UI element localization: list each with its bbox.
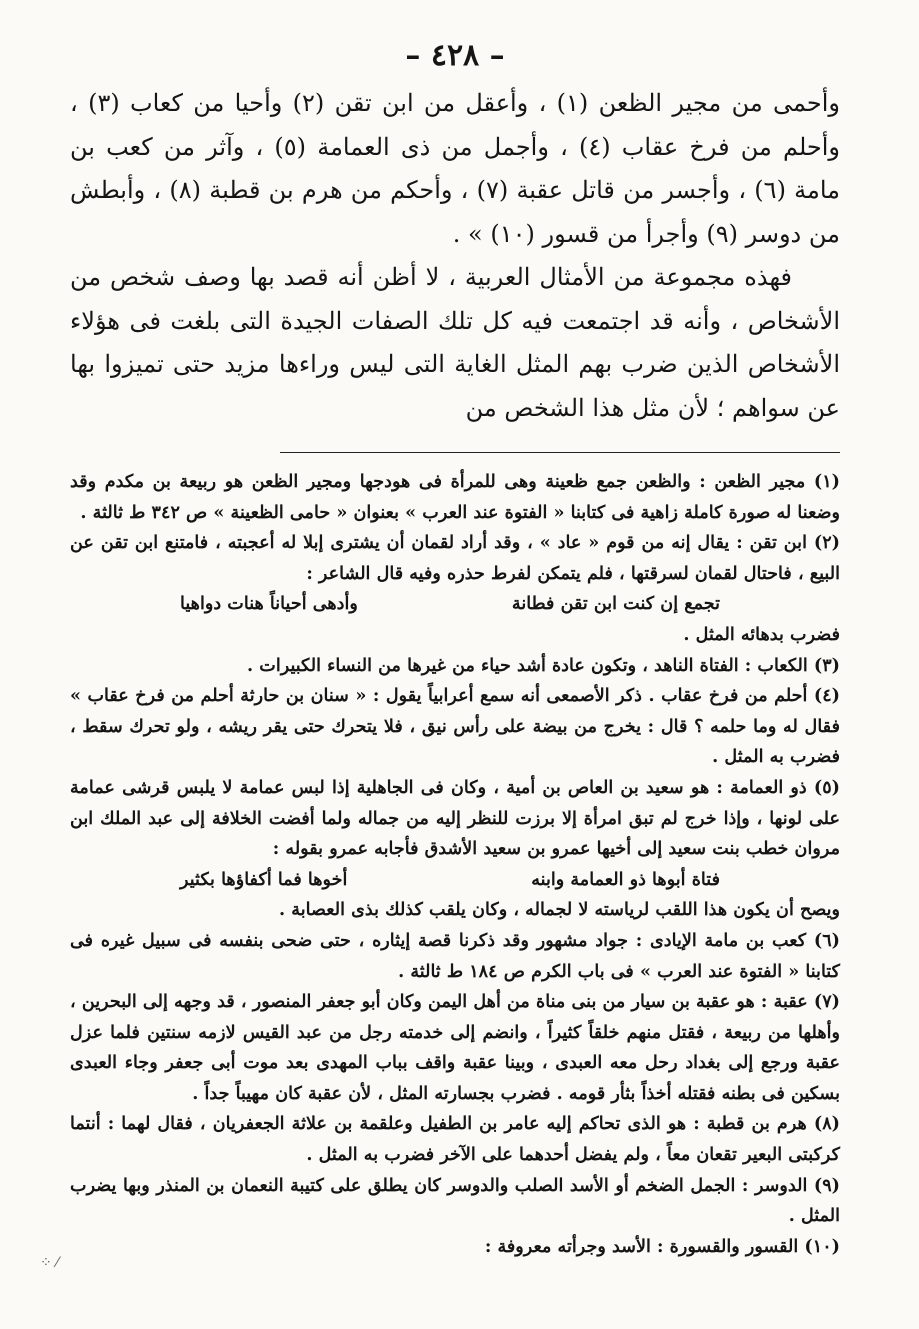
- main-paragraph: وأحمى من مجير الظعن (١) ، وأعقل من ابن تقن (٢) وأحيا من كعاب (٣) ، وأحلم من فرخ عقاب (٤) ، وأجمل من ذى العمامة (٥) ، وآثر من كعب بن مامة (٦) ، وأجسر من قاتل عقبة (٧) ، وأحكم من هرم بن قطبة (٨) ، وأبطش من دوسر (٩) وأجرأ من قسور (١٠) » .: [70, 89, 841, 248]
- footnote-separator: [280, 452, 840, 453]
- main-paragraph: فهذه مجموعة من الأمثال العربية ، لا أظن أنه قصد بها وصف شخص من الأشخاص ، وأنه قد اجتمعت فيه كل تلك الصفات الجيدة التى بلغت فى هؤلاء الأشخاص الذين ضرب بهم المثل الغاية التى ليس وراءها مزيد حتى تميزوا بها عن سواهم ؛ لأن مثل هذا الشخص من: [70, 263, 841, 422]
- footnote-6: (٦) كعب بن مامة الإيادى : جواد مشهور وقد ذكرنا قصة إيثاره ، حتى ضحى بنفسه فى سبيل غيره فى كتابنا « الفتوة عند العرب » فى باب الكرم ص ١٨٤ ط ثالثة .: [70, 929, 840, 982]
- footnote-1: (١) مجير الظعن : والظعن جمع ظعينة وهى للمرأة فى هودجها ومجير الظعن هو ربيعة بن مكدم وقد وضعنا له صورة كاملة زاهية فى كتابنا « الفتوة عند العرب » بعنوان « حامى الظعينة » ص ٣٤٢ ط ثالثة .: [70, 471, 840, 523]
- poem-verse: [70, 865, 840, 896]
- footnote-3: (٣) الكعاب : الفتاة الناهد ، وتكون عادة أشد حياء من غيرها من النساء الكبيرات .: [247, 654, 840, 676]
- footnote-5: (٥) ذو العمامة : هو سعيد بن العاص بن أمية ، وكان فى الجاهلية إذا لبس عمامة لا يلبس قرشى عمامة على لونها ، وإذا خرج لم تبق امرأة إلا برزت للنظر إليه من جماله ولما أفضت الخلافة إلى عبد الملك ابن مروان خطب بنت سعيد إلى أخيها عمرو بن سعيد الأشدق فأجابه عمرو بقوله :: [70, 776, 840, 860]
- footnote-7: (٧) عقبة : هو عقبة بن سيار من بنى مناة من أهل اليمن وكان أبو جعفر المنصور ، قد وجهه إلى البحرين ، وأهلها من ربيعة ، فقتل منهم خلقاً كثيراً ، وانضم إلى خدمته رجل من عبد القيس لازمه سنتين فلما عزل عقبة ورجع إلى بغداد رحل معه العبدى ، وبينا عقبة واقف بباب المهدى بعد موت أبى جعفر وجاء العبدى بسكين فى بطنه فقتله أخذاً بثأر قومه . فضرب بجسارته المثل ، لأن عقبة كان مهيباً جداً .: [70, 991, 840, 1104]
- footnote-9: (٩) الدوسر : الجمل الضخم أو الأسد الصلب والدوسر كان يطلق على كتيبة النعمان بن المنذر وبها يضرب المثل .: [70, 1174, 840, 1227]
- verse-hemistich-first: تجمع إن كنت ابن تقن فطانة: [511, 593, 720, 615]
- footnotes: [70, 467, 840, 1262]
- verse-hemistich-second: وأدهى أحياناً هنات دواهيا: [180, 593, 358, 615]
- verse-hemistich-first: فتاة أبوها ذو العمامة وابنه: [531, 868, 720, 890]
- footnote-2: (٢) ابن تقن : يقال إنه من قوم « عاد » ، وقد أراد لقمان أن يشترى إبلا له أعجبته ، فامتنع ابن تقن عن البيع ، فاحتال لقمان لسرقتها ، فلم يتمكن لفرط حذره وفيه قال الشاعر :: [70, 532, 840, 584]
- scan-marks: ⁘ ⁄: [40, 1255, 59, 1271]
- footnote-4: (٤) أحلم من فرخ عقاب . ذكر الأصمعى أنه سمع أعرابياً يقول : « سنان بن حارثة أحلم من فرخ عقاب » فقال له وما حلمه ؟ قال : يخرج من بيضة على رأس نيق ، فلا يتحرك حتى يقر ريشه ، ولو تحرك سقط ، فضرب به المثل .: [70, 685, 840, 768]
- footnote-continuation: فضرب بدهائه المثل .: [683, 623, 840, 645]
- footnote-continuation: ويصح أن يكون هذا اللقب لرياسته لا لجماله ، وكان يلقب كذلك بذى العصابة .: [279, 899, 840, 921]
- verse-hemistich-second: أخوها فما أكفاؤها بكثير: [180, 868, 348, 890]
- footnote-10: (١٠) القسور والقسورة : الأسد وجرأته معروفة :: [484, 1235, 840, 1257]
- page-number: – ٤٢٨ –: [405, 38, 505, 73]
- book-page: [70, 30, 840, 1262]
- main-text: [70, 82, 840, 430]
- poem-verse: [70, 589, 840, 620]
- footnote-8: (٨) هرم بن قطبة : هو الذى تحاكم إليه عامر بن الطفيل وعلقمة بن علاثة الجعفريان ، فقال لهما : أنتما كركبتى البعير تقعان معاً ، ولم يفضل أحدهما على الآخر فضرب به المثل .: [70, 1113, 840, 1166]
